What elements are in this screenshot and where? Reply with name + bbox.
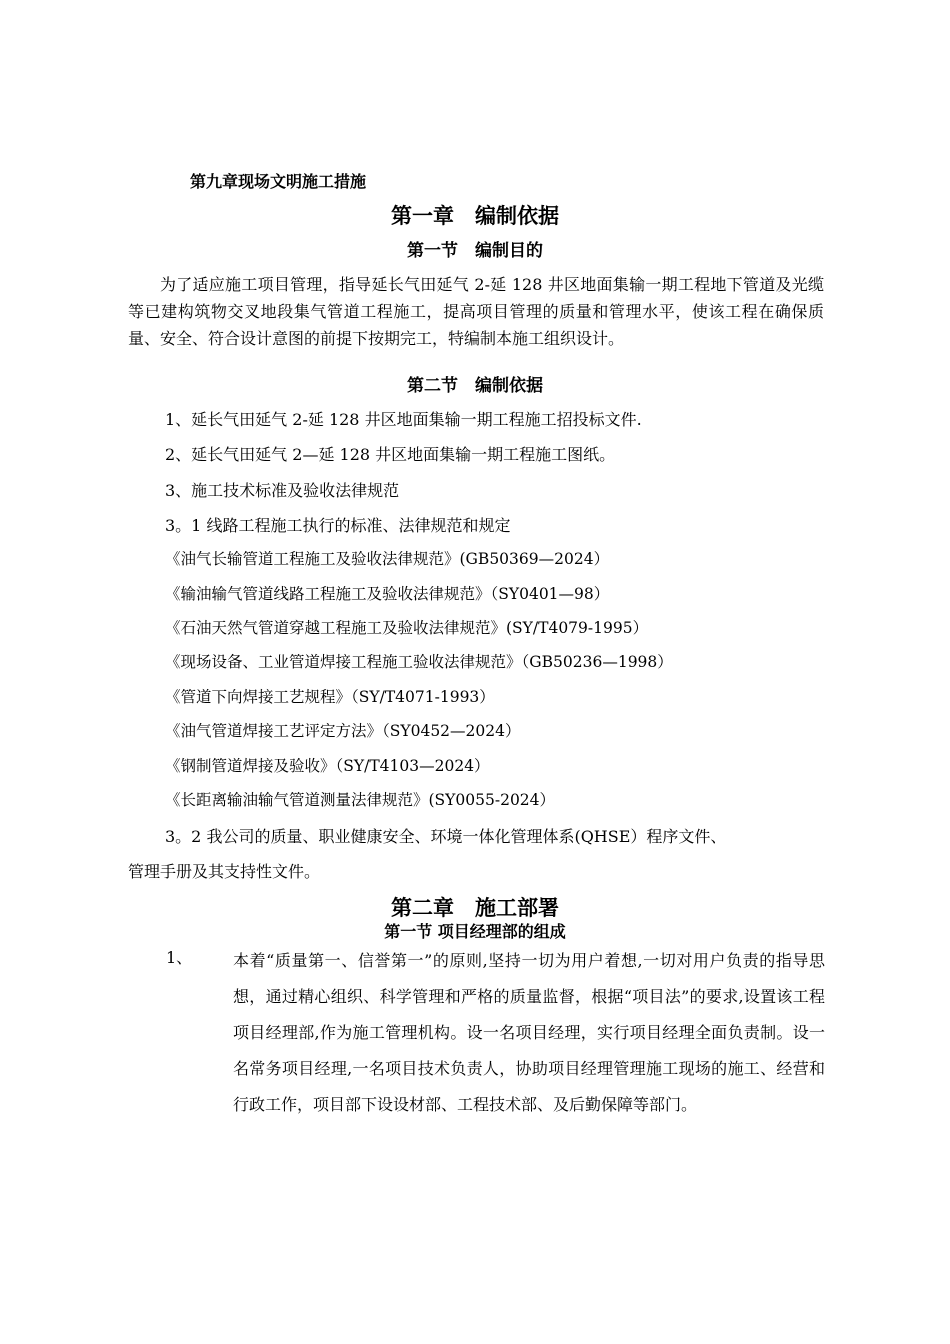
chapter-1-title: 第一章 编制依据 xyxy=(391,203,559,228)
top-heading: 第九章现场文明施工措施 xyxy=(190,172,367,191)
standard-item: 《油气长输管道工程施工及验收法律规范》(GB50369—2024） xyxy=(165,550,610,568)
basis-item: 1、延长气田延气 2-延 128 井区地面集输一期工程施工招投标文件. xyxy=(165,410,642,429)
basis-item: 3。1 线路工程施工执行的标准、法律规范和规定 xyxy=(165,516,511,535)
standard-item: 《油气管道焊接工艺评定方法》（SY0452—2024） xyxy=(165,722,521,740)
basis-item-3-2-continuation: 管理手册及其支持性文件。 xyxy=(128,862,321,881)
purpose-paragraph: 为了适应施工项目管理，指导延长气田延气 2-延 128 井区地面集输一期工程地下管道及光缆等已建构筑物交叉地段集气管道工程施工，提高项目管理的质量和管理水平，使该工程在确保质量、安全、符合设计意图的前提下按期完工，特编制本施工组织设计。 xyxy=(128,275,824,348)
list-item-text: 本着“质量第一、信誉第一”的原则,坚持一切为用户着想,一切对用户负责的指导思想，通过精心组织、科学管理和严格的质量监督，根据“项目法”的要求,设置该工程项目经理部,作为施工管理机构。设一名项目经理，实行项目经理全面负责制。设一名常务项目经理,一名项目技术负责人，协助项目经理管理施工现场的施工、经营和行政工作，项目部下设设材部、工程技术部、及后勤保障等部门。 xyxy=(233,951,825,1114)
list-number: 1、 xyxy=(166,948,193,967)
chapter-2-title: 第二章 施工部署 xyxy=(391,895,559,920)
section-1-2-title: 第二节 编制依据 xyxy=(407,376,543,396)
section-2-1-title: 第一节 项目经理部的组成 xyxy=(384,922,566,941)
basis-item: 3、施工技术标准及验收法律规范 xyxy=(165,481,400,500)
basis-item-3-2: 3。2 我公司的质量、职业健康安全、环境一体化管理体系(QHSE）程序文件、 xyxy=(165,827,727,846)
standard-item: 《长距离输油输气管道测量法律规范》(SY0055-2024） xyxy=(165,791,556,809)
standard-item: 《输油输气管道线路工程施工及验收法律规范》（SY0401—98） xyxy=(165,585,610,603)
section-1-1-title: 第一节 编制目的 xyxy=(407,241,543,261)
standard-item: 《石油天然气管道穿越工程施工及验收法律规范》(SY/T4079-1995） xyxy=(165,619,649,637)
basis-item: 2、延长气田延气 2—延 128 井区地面集输一期工程施工图纸。 xyxy=(165,445,616,464)
standard-item: 《现场设备、工业管道焊接工程施工验收法律规范》（GB50236—1998） xyxy=(165,653,673,671)
standard-item: 《钢制管道焊接及验收》（SY/T4103—2024） xyxy=(165,757,490,775)
standard-item: 《管道下向焊接工艺规程》（SY/T4071-1993） xyxy=(165,688,495,706)
